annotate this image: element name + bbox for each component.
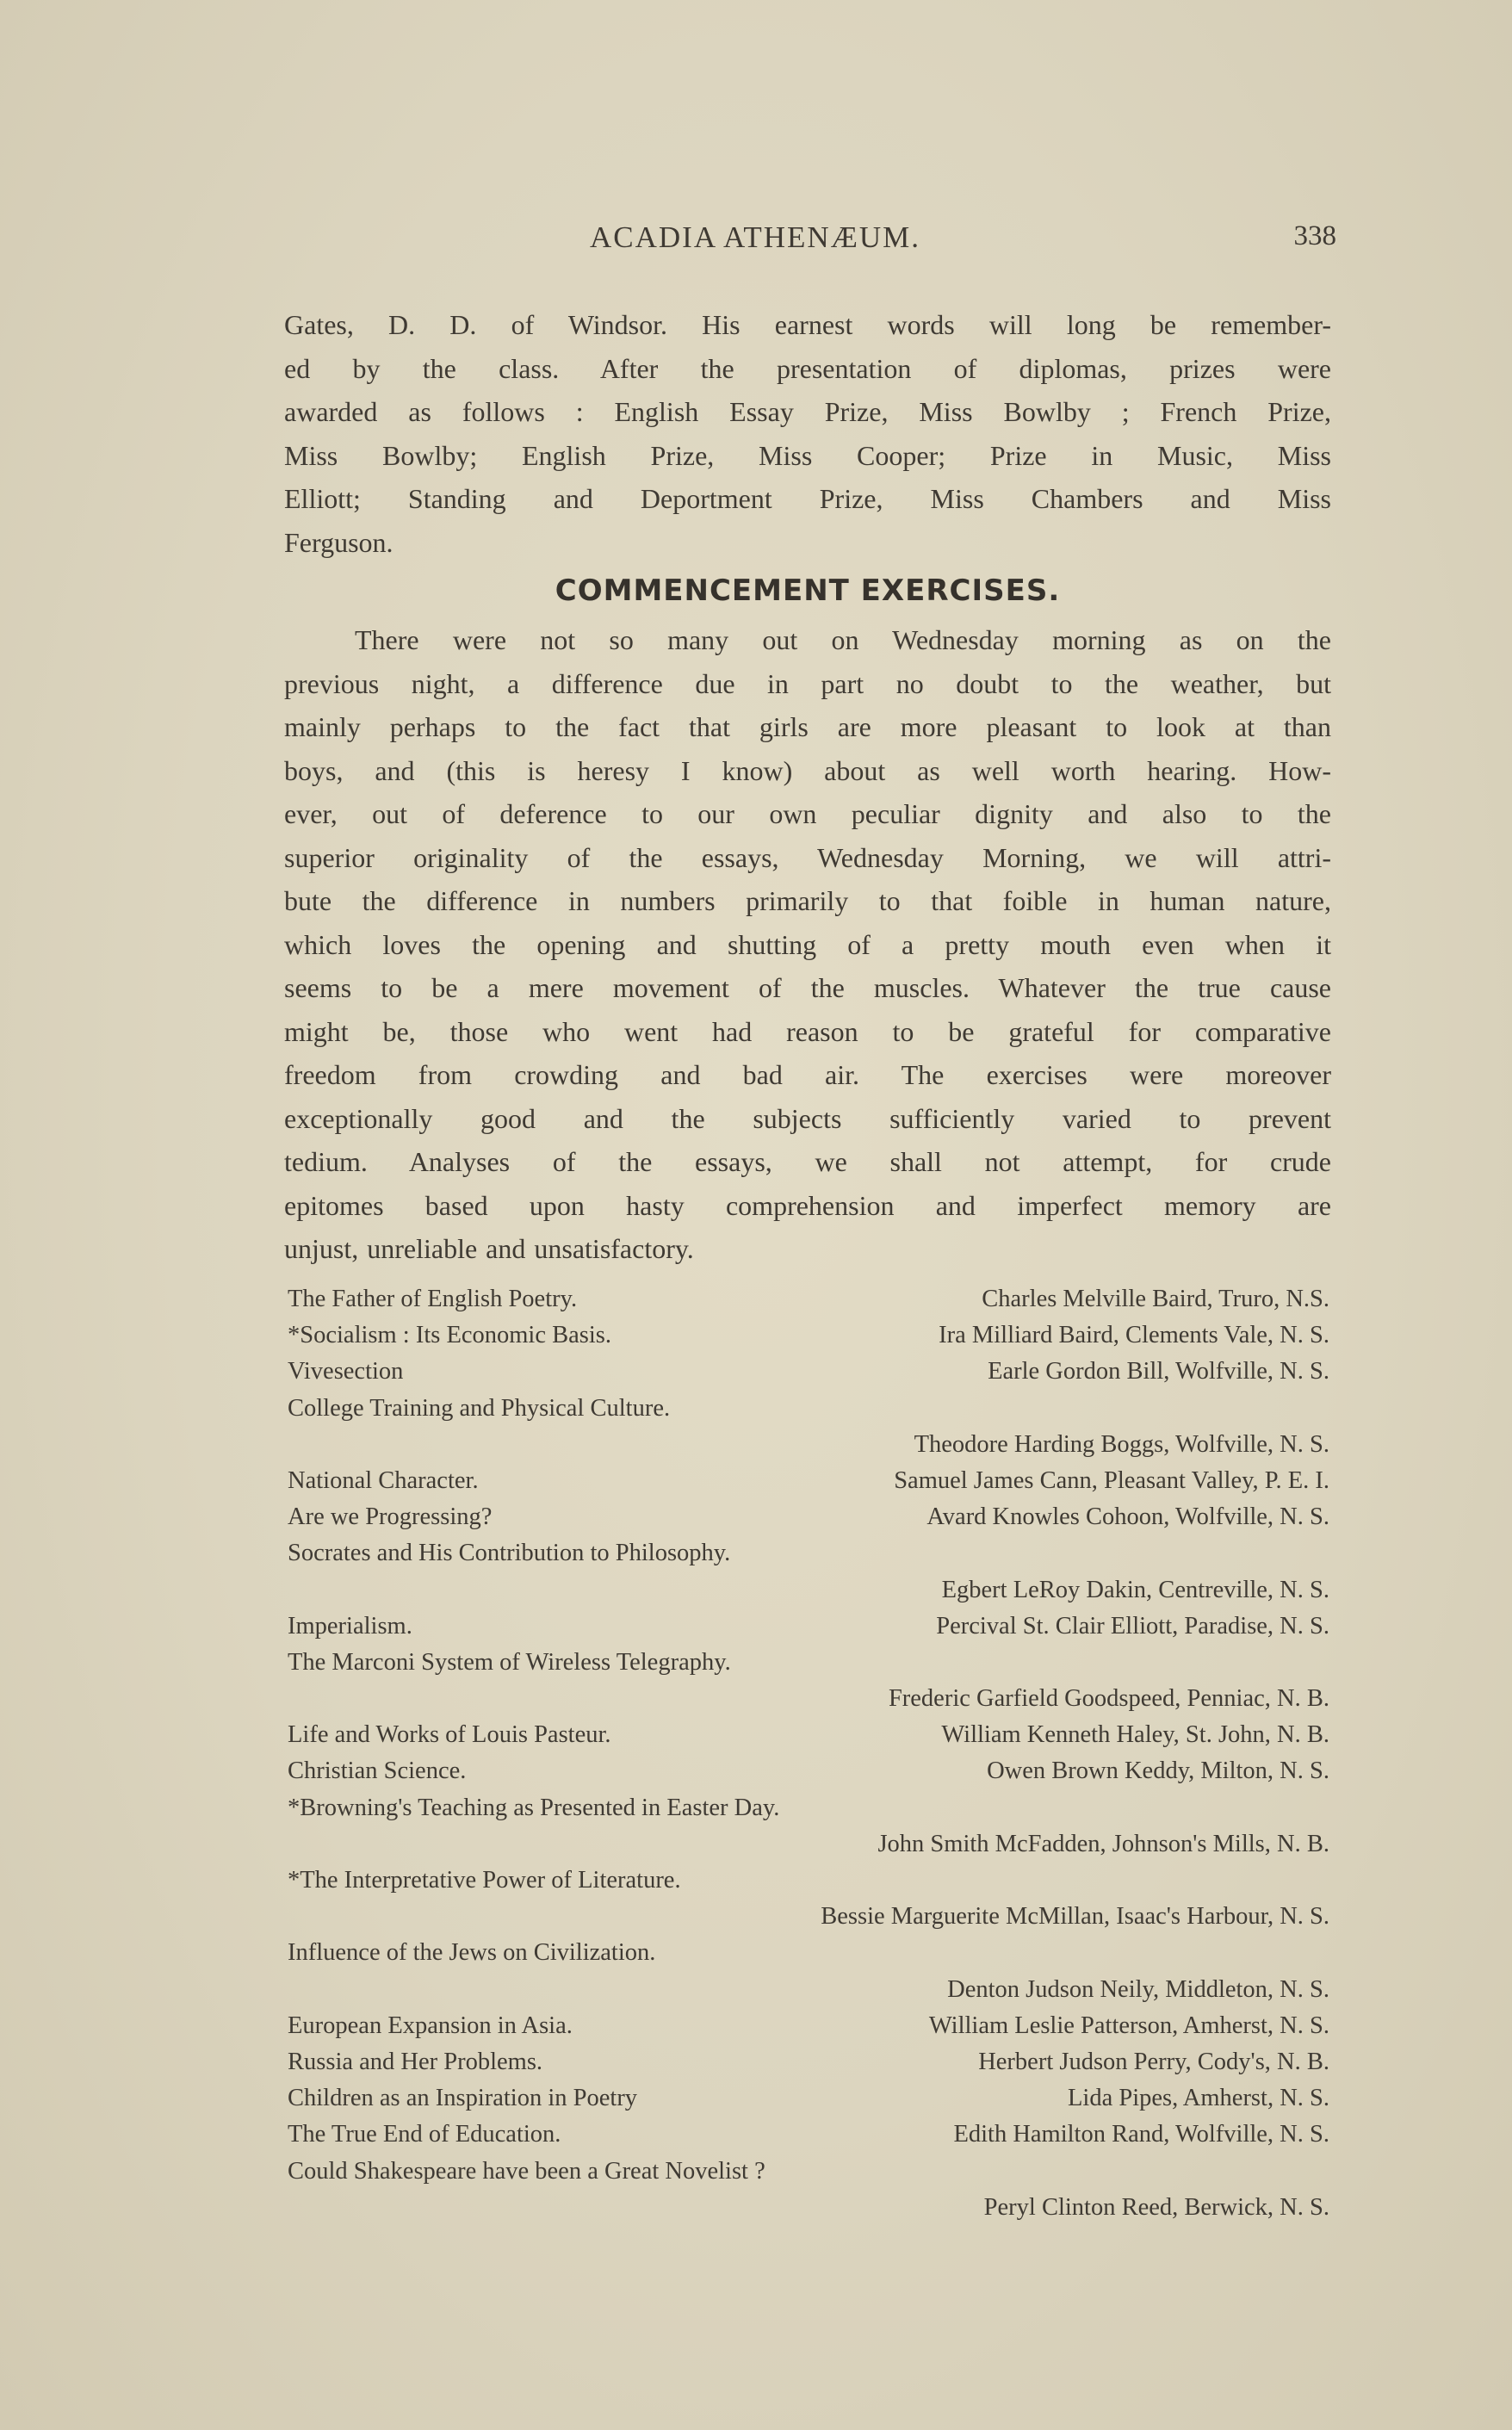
essay-title: European Expansion in Asia.	[288, 2012, 573, 2039]
paragraph-prize-awards	[284, 303, 1331, 564]
paragraph-line: which loves the opening and shutting of a pretty mouth even when it	[284, 928, 1331, 960]
essay-title: Could Shakespeare have been a Great Novelist ?	[288, 2157, 765, 2185]
program-entry	[288, 2044, 1329, 2080]
paragraph-line: Gates, D. D. of Windsor. His earnest words will long be remember-	[284, 309, 1331, 340]
program-entry	[288, 2190, 1329, 2226]
paragraph-line: freedom from crowding and bad air. The exercises were moreover	[284, 1059, 1331, 1090]
essay-author: Frederic Garfield Goodspeed, Penniac, N. B.	[888, 1685, 1329, 1713]
essay-author: Samuel James Cann, Pleasant Valley, P. E. I.	[894, 1466, 1329, 1494]
program-entry	[288, 1281, 1329, 1317]
essay-title: Vivesection	[288, 1358, 404, 1385]
essay-title: *Socialism : Its Economic Basis.	[288, 1322, 612, 1349]
essay-title: Influence of the Jews on Civilization.	[288, 1939, 656, 1967]
running-title: ACADIA ATHENÆUM.	[590, 220, 920, 254]
essay-title: The True End of Education.	[288, 2121, 561, 2148]
program-entry	[288, 1499, 1329, 1535]
essay-title: Are we Progressing?	[288, 1503, 493, 1531]
program-entry	[288, 2080, 1329, 2117]
program-entry	[288, 1463, 1329, 1499]
paragraph-line: tedium. Analyses of the essays, we shall not attempt, for crude	[284, 1146, 1331, 1177]
essay-author: Ira Milliard Baird, Clements Vale, N. S.	[939, 1322, 1329, 1349]
essay-title: Christian Science.	[288, 1757, 467, 1785]
essay-author: Egbert LeRoy Dakin, Centreville, N. S.	[941, 1576, 1329, 1603]
paragraph-line: Elliott; Standing and Deportment Prize, Miss Chambers and Miss	[284, 483, 1331, 514]
paragraph-line: bute the difference in numbers primarily to that foible in human nature,	[284, 885, 1331, 916]
paragraph-line: Miss Bowlby; English Prize, Miss Cooper; Prize in Music, Miss	[284, 439, 1331, 471]
program-entry	[288, 1572, 1329, 1609]
paragraph-line: unjust, unreliable and unsatisfactory.	[284, 1233, 694, 1264]
program-entry	[288, 1717, 1329, 1753]
program-entry	[288, 2154, 1329, 2190]
program-entry	[288, 1317, 1329, 1354]
essay-author: Denton Judson Neily, Middleton, N. S.	[947, 1975, 1329, 2003]
program-entry	[288, 1609, 1329, 1645]
paragraph-line: exceptionally good and the subjects sufficiently varied to prevent	[284, 1102, 1331, 1134]
program-entry	[288, 1935, 1329, 1971]
program-entry	[288, 1645, 1329, 1681]
essay-title: *The Interpretative Power of Literature.	[288, 1867, 681, 1894]
essay-author: Herbert Judson Perry, Cody's, N. B.	[978, 2048, 1329, 2075]
paragraph-line: mainly perhaps to the fact that girls are more pleasant to look at than	[284, 711, 1331, 742]
essay-title: Life and Works of Louis Pasteur.	[288, 1721, 611, 1749]
essay-author: Lida Pipes, Amherst, N. S.	[1068, 2085, 1329, 2112]
essay-author: Peryl Clinton Reed, Berwick, N. S.	[983, 2193, 1329, 2221]
essay-author: Bessie Marguerite McMillan, Isaac's Harbour, N. S.	[821, 1903, 1329, 1931]
program-entry	[288, 1753, 1329, 1789]
paragraph-line: awarded as follows : English Essay Prize, Miss Bowlby ; French Prize,	[284, 396, 1331, 427]
essay-author: William Kenneth Haley, St. John, N. B.	[941, 1721, 1329, 1749]
paragraph-line: Ferguson.	[284, 526, 393, 558]
program-list	[288, 1281, 1329, 2226]
essay-author: Charles Melville Baird, Truro, N.S.	[982, 1286, 1329, 1312]
program-entry	[288, 1826, 1329, 1863]
page-header	[284, 220, 1336, 255]
paragraph-commencement	[284, 618, 1331, 1271]
essay-title: College Training and Physical Culture.	[288, 1394, 671, 1422]
program-entry	[288, 1391, 1329, 1427]
page-number: 338	[1293, 220, 1336, 251]
paragraph-line: previous night, a difference due in part no doubt to the weather, but	[284, 667, 1331, 699]
essay-author: William Leslie Patterson, Amherst, N. S.	[928, 2012, 1329, 2039]
program-entry	[288, 1681, 1329, 1717]
essay-author: Edith Hamilton Rand, Wolfville, N. S.	[953, 2121, 1329, 2148]
section-heading: COMMENCEMENT EXERCISES.	[555, 573, 1061, 608]
essay-title: The Father of English Poetry.	[288, 1286, 578, 1312]
paragraph-line: ever, out of deference to our own peculiar dignity and also to the	[284, 798, 1331, 829]
essay-author: Avard Knowles Cohoon, Wolfville, N. S.	[926, 1503, 1329, 1531]
essay-author: Percival St. Clair Elliott, Paradise, N. S.	[936, 1612, 1329, 1640]
paragraph-line: boys, and (this is heresy I know) about as well worth hearing. How-	[284, 754, 1331, 786]
essay-title: National Character.	[288, 1466, 479, 1494]
essay-title: Imperialism.	[288, 1612, 412, 1640]
paragraph-line: ed by the class. After the presentation of diplomas, prizes were	[284, 352, 1331, 384]
program-entry	[288, 1863, 1329, 1899]
essay-title: Russia and Her Problems.	[288, 2048, 543, 2075]
program-entry	[288, 1899, 1329, 1935]
program-entry	[288, 1972, 1329, 2008]
essay-title: The Marconi System of Wireless Telegraphy.	[288, 1648, 731, 1676]
essay-title: Socrates and His Contribution to Philosophy.	[288, 1540, 731, 1567]
paragraph-line: superior originality of the essays, Wednesday Morning, we will attri-	[284, 841, 1331, 873]
essay-author: Owen Brown Keddy, Milton, N. S.	[987, 1757, 1329, 1785]
essay-title: *Browning's Teaching as Presented in Easter Day.	[288, 1794, 780, 1821]
program-entry	[288, 1535, 1329, 1571]
program-entry	[288, 1427, 1329, 1463]
program-entry	[288, 2008, 1329, 2044]
essay-author: Theodore Harding Boggs, Wolfville, N. S.	[914, 1430, 1329, 1458]
paragraph-line: epitomes based upon hasty comprehension and imperfect memory are	[284, 1189, 1331, 1221]
paragraph-line: might be, those who went had reason to be grateful for comparative	[284, 1015, 1331, 1047]
essay-title: Children as an Inspiration in Poetry	[288, 2085, 638, 2112]
paragraph-line: seems to be a mere movement of the muscles. Whatever the true cause	[284, 972, 1331, 1003]
program-entry	[288, 1790, 1329, 1826]
program-entry	[288, 2117, 1329, 2153]
program-entry	[288, 1354, 1329, 1390]
essay-author: Earle Gordon Bill, Wolfville, N. S.	[988, 1358, 1329, 1385]
paragraph-line: There were not so many out on Wednesday morning as on the	[355, 624, 1331, 655]
essay-author: John Smith McFadden, Johnson's Mills, N. B.	[877, 1830, 1329, 1857]
